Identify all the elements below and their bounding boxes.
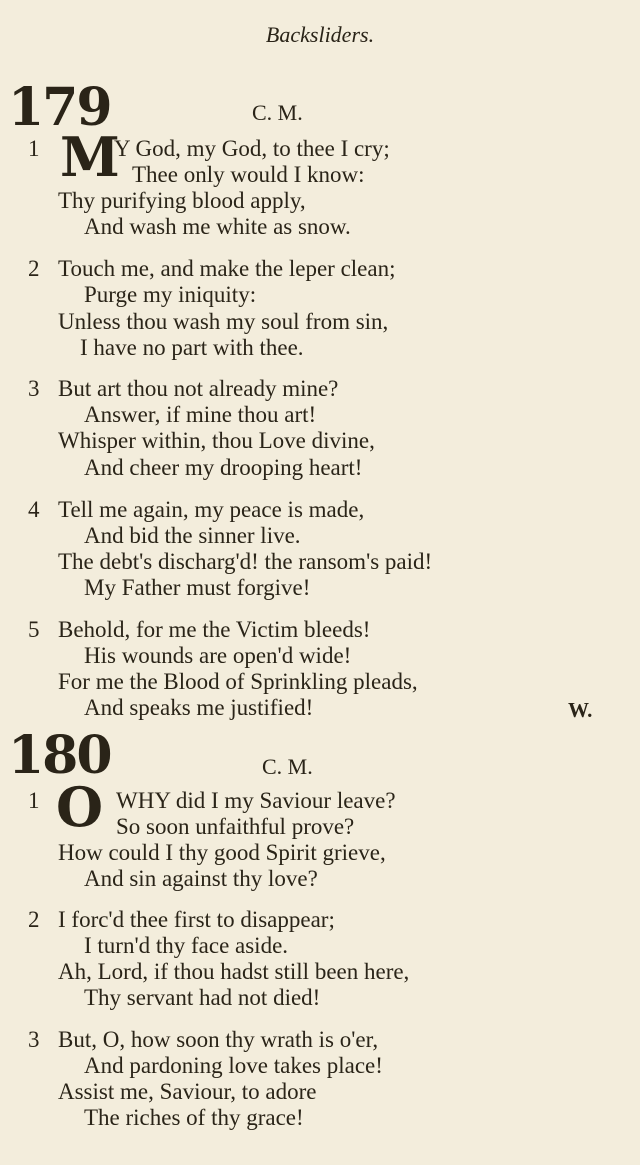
verse-number: 1	[28, 788, 40, 813]
verse-line: I turn'd thy face aside.	[84, 933, 289, 958]
verse-line: I have no part with thee.	[80, 335, 304, 360]
verse-line: His wounds are open'd wide!	[84, 643, 352, 668]
verse-number: 3	[28, 376, 40, 401]
verse-line: And pardoning love takes place!	[84, 1053, 383, 1078]
verse-line: Y God, my God, to thee I cry;	[114, 136, 390, 161]
hymn-meter: C. M.	[262, 754, 313, 779]
verse-number: 2	[28, 907, 40, 932]
verse-line: Whisper within, thou Love divine,	[58, 428, 375, 453]
hymn-number: 180	[8, 725, 111, 786]
verse-line: Unless thou wash my soul from sin,	[58, 309, 389, 334]
verse-number: 4	[28, 497, 40, 522]
verse-line: How could I thy good Spirit grieve,	[58, 840, 386, 865]
verse-line: Touch me, and make the leper clean;	[58, 256, 396, 281]
verse-line: Thy servant had not died!	[84, 985, 321, 1010]
verse-line: So soon unfaithful prove?	[116, 814, 355, 839]
verse-number: 2	[28, 256, 40, 281]
verse-line: And wash me white as snow.	[84, 214, 351, 239]
verse-line: But, O, how soon thy wrath is o'er,	[58, 1027, 379, 1052]
verse-line: And sin against thy love?	[84, 866, 318, 891]
verse-line: Thy purifying blood apply,	[58, 188, 306, 213]
verse-line: Purge my iniquity:	[84, 282, 257, 307]
verse-line: Answer, if mine thou art!	[84, 402, 317, 427]
verse-number: 1	[28, 136, 40, 161]
verse-line: Ah, Lord, if thou hadst still been here,	[58, 959, 410, 984]
verse-line: My Father must forgive!	[84, 575, 311, 600]
verse-line: The riches of thy grace!	[84, 1105, 304, 1130]
verse-line: And bid the sinner live.	[84, 523, 301, 548]
verse-line: For me the Blood of Sprinkling pleads,	[58, 669, 418, 694]
verse-line: Assist me, Saviour, to adore	[58, 1079, 317, 1104]
hymn-author: W.	[568, 698, 593, 722]
verse-line: I forc'd thee first to disappear;	[58, 907, 335, 932]
hymn-meter: C. M.	[252, 100, 303, 125]
verse-line: And cheer my drooping heart!	[84, 455, 363, 480]
verse-line: And speaks me justified!	[84, 695, 314, 720]
verse-line: The debt's discharg'd! the ransom's paid!	[58, 549, 433, 574]
verse-number: 5	[28, 617, 40, 642]
drop-cap: O	[56, 775, 104, 839]
verse-line: Tell me again, my peace is made,	[58, 497, 365, 522]
drop-cap: M	[60, 125, 120, 189]
verse-line: Behold, for me the Victim bleeds!	[58, 617, 371, 642]
page-header: Backsliders.	[265, 22, 375, 47]
verse-number: 3	[28, 1027, 40, 1052]
verse-line: Thee only would I know:	[132, 162, 365, 187]
verse-line: WHY did I my Saviour leave?	[116, 788, 396, 813]
verse-line: But art thou not already mine?	[58, 376, 339, 401]
hymn-number: 179	[8, 77, 111, 138]
